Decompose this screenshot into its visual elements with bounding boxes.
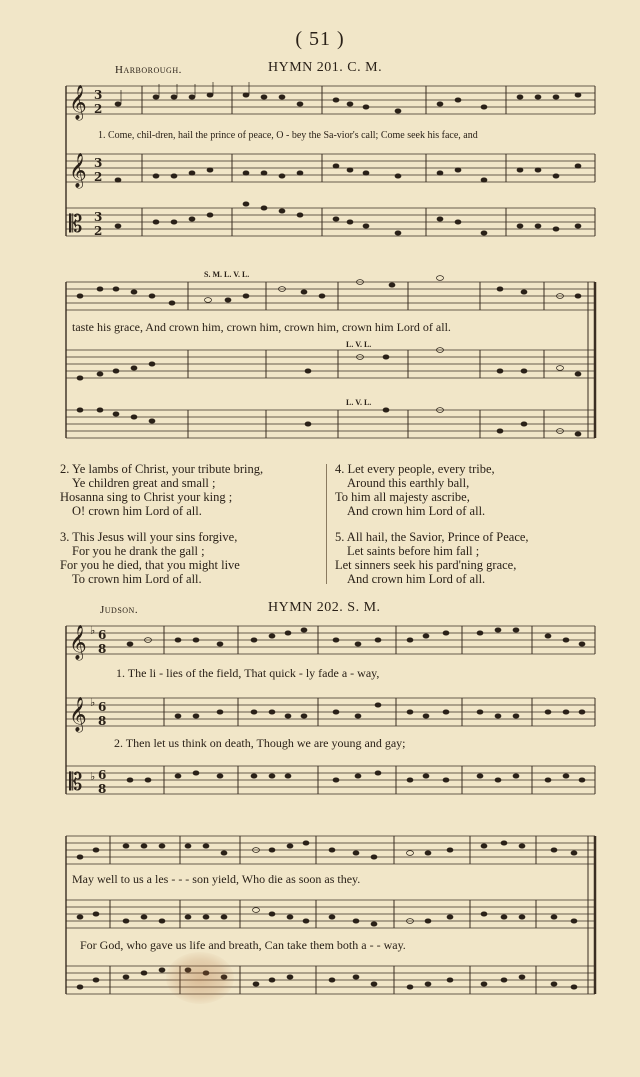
svg-text:𝄡: 𝄡 [69,210,83,238]
svg-text:6: 6 [98,628,107,642]
stanza-5: 5. All hail, the Savior, Prince of Peace, Let saints before him fall ; Let sinners seek his pard'ning grace, And crown him Lord of all. [335,530,529,586]
hymn-201-system-1 [60,82,598,248]
hymn-201-title: HYMN 201. C. M. [268,60,383,75]
verses-right-column [335,462,595,598]
hymn-202-system-2 [60,826,598,1014]
svg-text:3: 3 [94,88,103,102]
hymn-202-lyrics-line-1: 1. The li - lies of the field, That quick - ly fade a - way, [116,666,380,680]
svg-text:2: 2 [94,102,103,116]
svg-text:3: 3 [94,210,103,224]
svg-text:8: 8 [98,782,107,796]
hymn-201-lyrics-line-2: taste his grace, And crown him, crown him, crown him, crown him Lord of all. [72,320,451,334]
svg-text:♭: ♭ [90,624,96,637]
dynamic-markings-top: S. M. L. V. L. [204,270,250,279]
dynamic-markings-low: L. V. L. [346,398,372,407]
tune-name-judson: Judson. [100,604,139,616]
svg-text:3: 3 [94,156,103,170]
hymn-201-system-2 [60,270,598,452]
svg-text:6: 6 [98,768,107,782]
svg-text:𝄞: 𝄞 [69,697,87,732]
dynamic-markings-mid: L. V. L. [346,340,372,349]
hymn-201-verses [60,462,598,586]
svg-text:𝄞: 𝄞 [69,625,87,660]
paper-stain [166,952,234,1004]
music-staves [60,82,598,248]
hymn-202-lyrics-line-3: May well to us a les - - - son yield, Who die as soon as they. [72,872,361,886]
svg-text:♭: ♭ [90,770,96,783]
hymn-201-lyrics-line-1: 1. Come, chil-dren, hail the prince of peace, O - bey the Sa-vior's call; Come seek his face, and [98,130,478,141]
svg-text:2: 2 [94,224,103,238]
page-number: ( 51 ) [295,28,345,50]
svg-text:𝄞: 𝄞 [69,153,87,188]
svg-text:𝄡: 𝄡 [69,768,83,796]
svg-text:♭: ♭ [90,696,96,709]
music-staves [60,618,598,804]
hymn-202-lyrics-line-4: For God, who gave us life and breath, Can take them both a - - way. [80,938,406,952]
svg-text:2: 2 [94,170,103,184]
hymn-202-lyrics-line-2: 2. Then let us think on death, Though we are young and gay; [114,736,406,750]
hymn-202-title: HYMN 202. S. M. [268,600,381,615]
svg-text:8: 8 [98,714,107,728]
stanza-4: 4. Let every people, every tribe, Around this earthly ball, To him all majesty ascribe, And crown him Lord of all. [335,462,495,518]
svg-text:6: 6 [98,700,107,714]
music-staves [60,826,598,1014]
stanza-2: 2. Ye lambs of Christ, your tribute bring, Ye children great and small ; Hosanna sing to Christ your king ; O! crown him Lord of all. [60,462,264,518]
hymn-202-system-1 [60,618,598,804]
verses-left-column [60,462,320,598]
tune-name-harborough: Harborough. [115,64,182,76]
music-staves [60,270,598,452]
svg-text:8: 8 [98,642,107,656]
stanza-3: 3. This Jesus will your sins forgive, For you he drank the gall ; For you he died, that you might live To crown him Lord of all. [60,530,240,586]
column-divider [326,464,327,584]
svg-text:𝄞: 𝄞 [69,85,87,120]
